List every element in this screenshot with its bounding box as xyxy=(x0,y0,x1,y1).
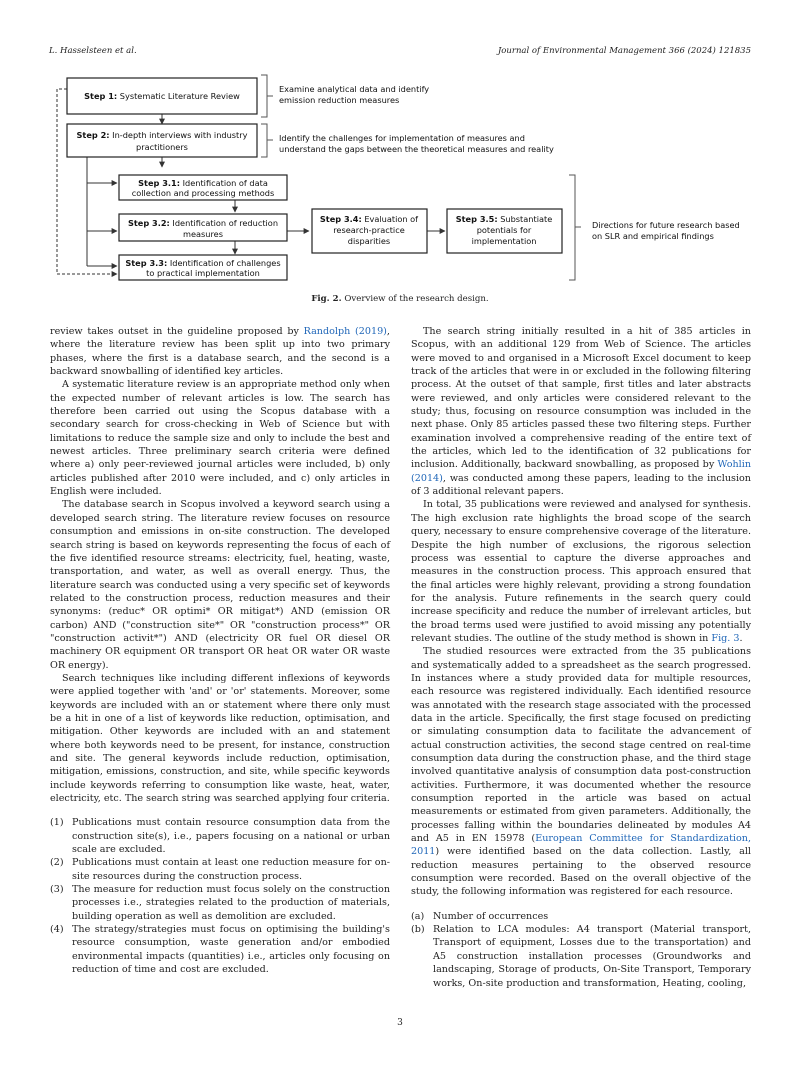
research-design-figure xyxy=(47,74,753,284)
page-number: 3 xyxy=(397,1018,403,1028)
bracket-steps3 xyxy=(569,175,575,280)
step35-label-line3: implementation xyxy=(471,236,537,246)
header-journal: Journal of Environmental Management 366 (2024) 121835 xyxy=(497,46,751,56)
caption-label: Fig. 2. xyxy=(311,294,342,304)
list-item: (4) The strategy/strategies must focus on optimising the building's resource consumption, waste generation and/or embodied environmental impacts (quantities) i.e., articles only focusing on reduction of time and cost are excluded. xyxy=(50,924,390,976)
citation-link[interactable]: Wohlin (2014) xyxy=(411,459,751,484)
figure-link[interactable]: Fig. 3 xyxy=(711,632,740,644)
citation-link[interactable]: Randolph (2019) xyxy=(303,326,387,337)
caption-text: Overview of the research design. xyxy=(341,294,489,304)
citation-link[interactable]: European Committee for Standardization, 2011 xyxy=(411,833,752,858)
running-header xyxy=(49,46,751,60)
note1-line1: Examine analytical data and identify xyxy=(279,84,430,94)
step35-label-line2: potentials for xyxy=(476,225,532,235)
info-list xyxy=(411,910,751,990)
paragraph: The database search in Scopus involved a keyword search using a developed search string. The literature review focuses on resource consumption and emissions in on-site construction. The developed search string is based on keywords representing the focus of each of the five identified resource streams: electricity, fuel, heating, waste, transportation, and water, as well as overall energy. Thus, the literature search was conducted using a very specific set of keywords related to the construction process, reduction measures and their synonyms: (reduc* OR optimi* OR mitigat*) AND (emission OR carbon) AND ("construction site*" OR "construction process*" OR "construction activit*") AND (electricity OR fuel OR diesel OR machinery OR equipment OR transport OR heat OR water OR waste OR energy). xyxy=(50,499,390,671)
paragraph: The studied resources were extracted from the 35 publications and systematically added to a spreadsheet as the search progressed. In instances where a study provided data for multiple resources, each resource was registered individually. Each identified resource was annotated with the research stage associated with the processed data in the article. Specifically, the first stage focused on predicting or simulating consumption data to facilitate the advancement of actual construction activities, the second stage centred on real-time consumption data during the construction phase, and the third stage involved quantitative analysis of consumption data post-construction activities. Furthermore, it was documented whether the resource consumption reported in the article was based on actual measurements or estimated from given parameters. Additionally, the processes falling within the boundaries delineated by modules A4 and A5 in EN 15978 (European Committee for Standardization, 2011) were identified based on the data collection. Lastly, all reduction measures pertaining to the observed resource consumption were recorded. Based on the overall objective of the study, the following information was registered for each resource. xyxy=(411,646,752,898)
list-item: (a) Number of occurrences xyxy=(411,910,549,922)
paragraph: A systematic literature review is an appropriate method only when the expected number of relevant articles is low. The search has therefore been carried out using the Scopus database with a secondary search for cross-checking in Web of Science but with limitations to reduce the sample size and only to include the best and newest articles. Three preliminary search criteria were defined where a) only peer-reviewed journal articles were included, b) only articles published after 2010 were included, and c) only articles in English were included. xyxy=(50,379,390,498)
step31-label-line2: collection and processing methods xyxy=(131,188,275,198)
header-authors: L. Hasselsteen et al. xyxy=(49,46,137,56)
right-column xyxy=(411,325,751,990)
paragraph: In total, 35 publications were reviewed and analysed for synthesis. The high exclusion rate highlights the broad scope of the search query, necessary to ensure comprehensive coverage of the literature. Despite the high number of exclusions, the rigorous selection process was essential to capture the diverse approaches and measures in the construction process. This approach ensured that the final articles were highly relevant, providing a strong foundation for the analysis. Future refinements in the search query could increase specificity and reduce the number of irrelevant articles, but the broad terms used were justified to avoid missing any potentially relevant studies. The outline of the study method is shown in Fig. 3. xyxy=(411,499,751,644)
step34-label: Step 3.4: Evaluation of xyxy=(319,214,419,224)
list-item: (3) The measure for reduction must focus solely on the construction processes i.e., strategies related to the production of materials, building operation as well as demolition are excluded. xyxy=(50,884,390,922)
list-item: (b) Relation to LCA modules: A4 transport (Material transport, Transport of equipment, Losses due to the transportation) and A5 construction installation processes (Groundworks and landscaping, Storage of products, On-Site Transport, Temporary works, On-site production and transformation, Heating, cooling, xyxy=(411,924,751,989)
figure-caption xyxy=(0,294,800,304)
step31-label: Step 3.1: Identification of data xyxy=(138,178,268,188)
step34-label-line3: disparities xyxy=(347,236,391,246)
bracket-step2 xyxy=(261,124,267,157)
note2-line1: Identify the challenges for implementation of measures and xyxy=(279,133,525,143)
step35-label: Step 3.5: Substantiate xyxy=(455,214,553,224)
step32-label-line2: measures xyxy=(183,229,223,239)
step34-label-line2: research-practice xyxy=(333,225,405,235)
note2-line2: understand the gaps between the theoretical measures and reality xyxy=(279,144,554,154)
left-column xyxy=(50,325,390,977)
criteria-list xyxy=(50,816,390,976)
list-item: (1) Publications must contain resource consumption data from the construction site(s), i.e., papers focusing on a national or urban scale are excluded. xyxy=(50,817,390,856)
step33-label-line2: to practical implementation xyxy=(146,268,260,278)
paragraph: The search string initially resulted in a hit of 385 articles in Scopus, with an additional 129 from Web of Science. The articles were moved to and organised in a Microsoft Excel document to keep track of the articles that were in or excluded in the following filtering process. At the outset of that sample, first titles and later abstracts were reviewed, and only articles were considered relevant to the study; thus, focusing on resource consumption was included in the next phase. Only 85 articles passed these two filtering steps. Further examination involved a comprehensive reading of the entire text of the articles, which led to the identification of 32 publications for inclusion. Additionally, backward snowballing, as proposed by Wohlin (2014), was conducted among these papers, leading to the inclusion of 3 additional relevant papers. xyxy=(411,326,751,498)
bracket-step1 xyxy=(261,75,267,117)
note3-line2: on SLR and empirical findings xyxy=(592,231,714,241)
paragraph: Search techniques like including different inflexions of keywords were applied together with 'and' or 'or' statements. Moreover, some keywords are included with an or statement where there only must be a hit in one of a list of keywords like reduction, optimisation, and mitigation. Other keywords are included with an and statement where both keywords need to be present, for instance, construction and site. The general keywords include reduction, optimisation, mitigation, emissions, construction, and site, while specific keywords include keywords referring to consumption like waste, heat, water, electricity, etc. The search string was searched applying four criteria. xyxy=(50,672,390,805)
note3-line1: Directions for future research based xyxy=(592,220,740,230)
list-item: (2) Publications must contain at least one reduction measure for on-site resources during the construction process. xyxy=(50,857,390,882)
paragraph: review takes outset in the guideline proposed by Randolph (2019), where the literature review has been split up into two primary phases, where the first is a database search, and the second is a backward snowballing of identified key articles. xyxy=(50,326,390,378)
note1-line2: emission reduction measures xyxy=(279,95,400,105)
step2-label-line2: practitioners xyxy=(136,142,188,152)
step1-label: Step 1: Systematic Literature Review xyxy=(84,91,240,101)
step2-label: Step 2: In-depth interviews with industry xyxy=(76,130,248,140)
step33-label: Step 3.3: Identification of challenges xyxy=(125,258,281,268)
step32-label: Step 3.2: Identification of reduction xyxy=(127,218,279,228)
step2-box xyxy=(67,124,257,157)
